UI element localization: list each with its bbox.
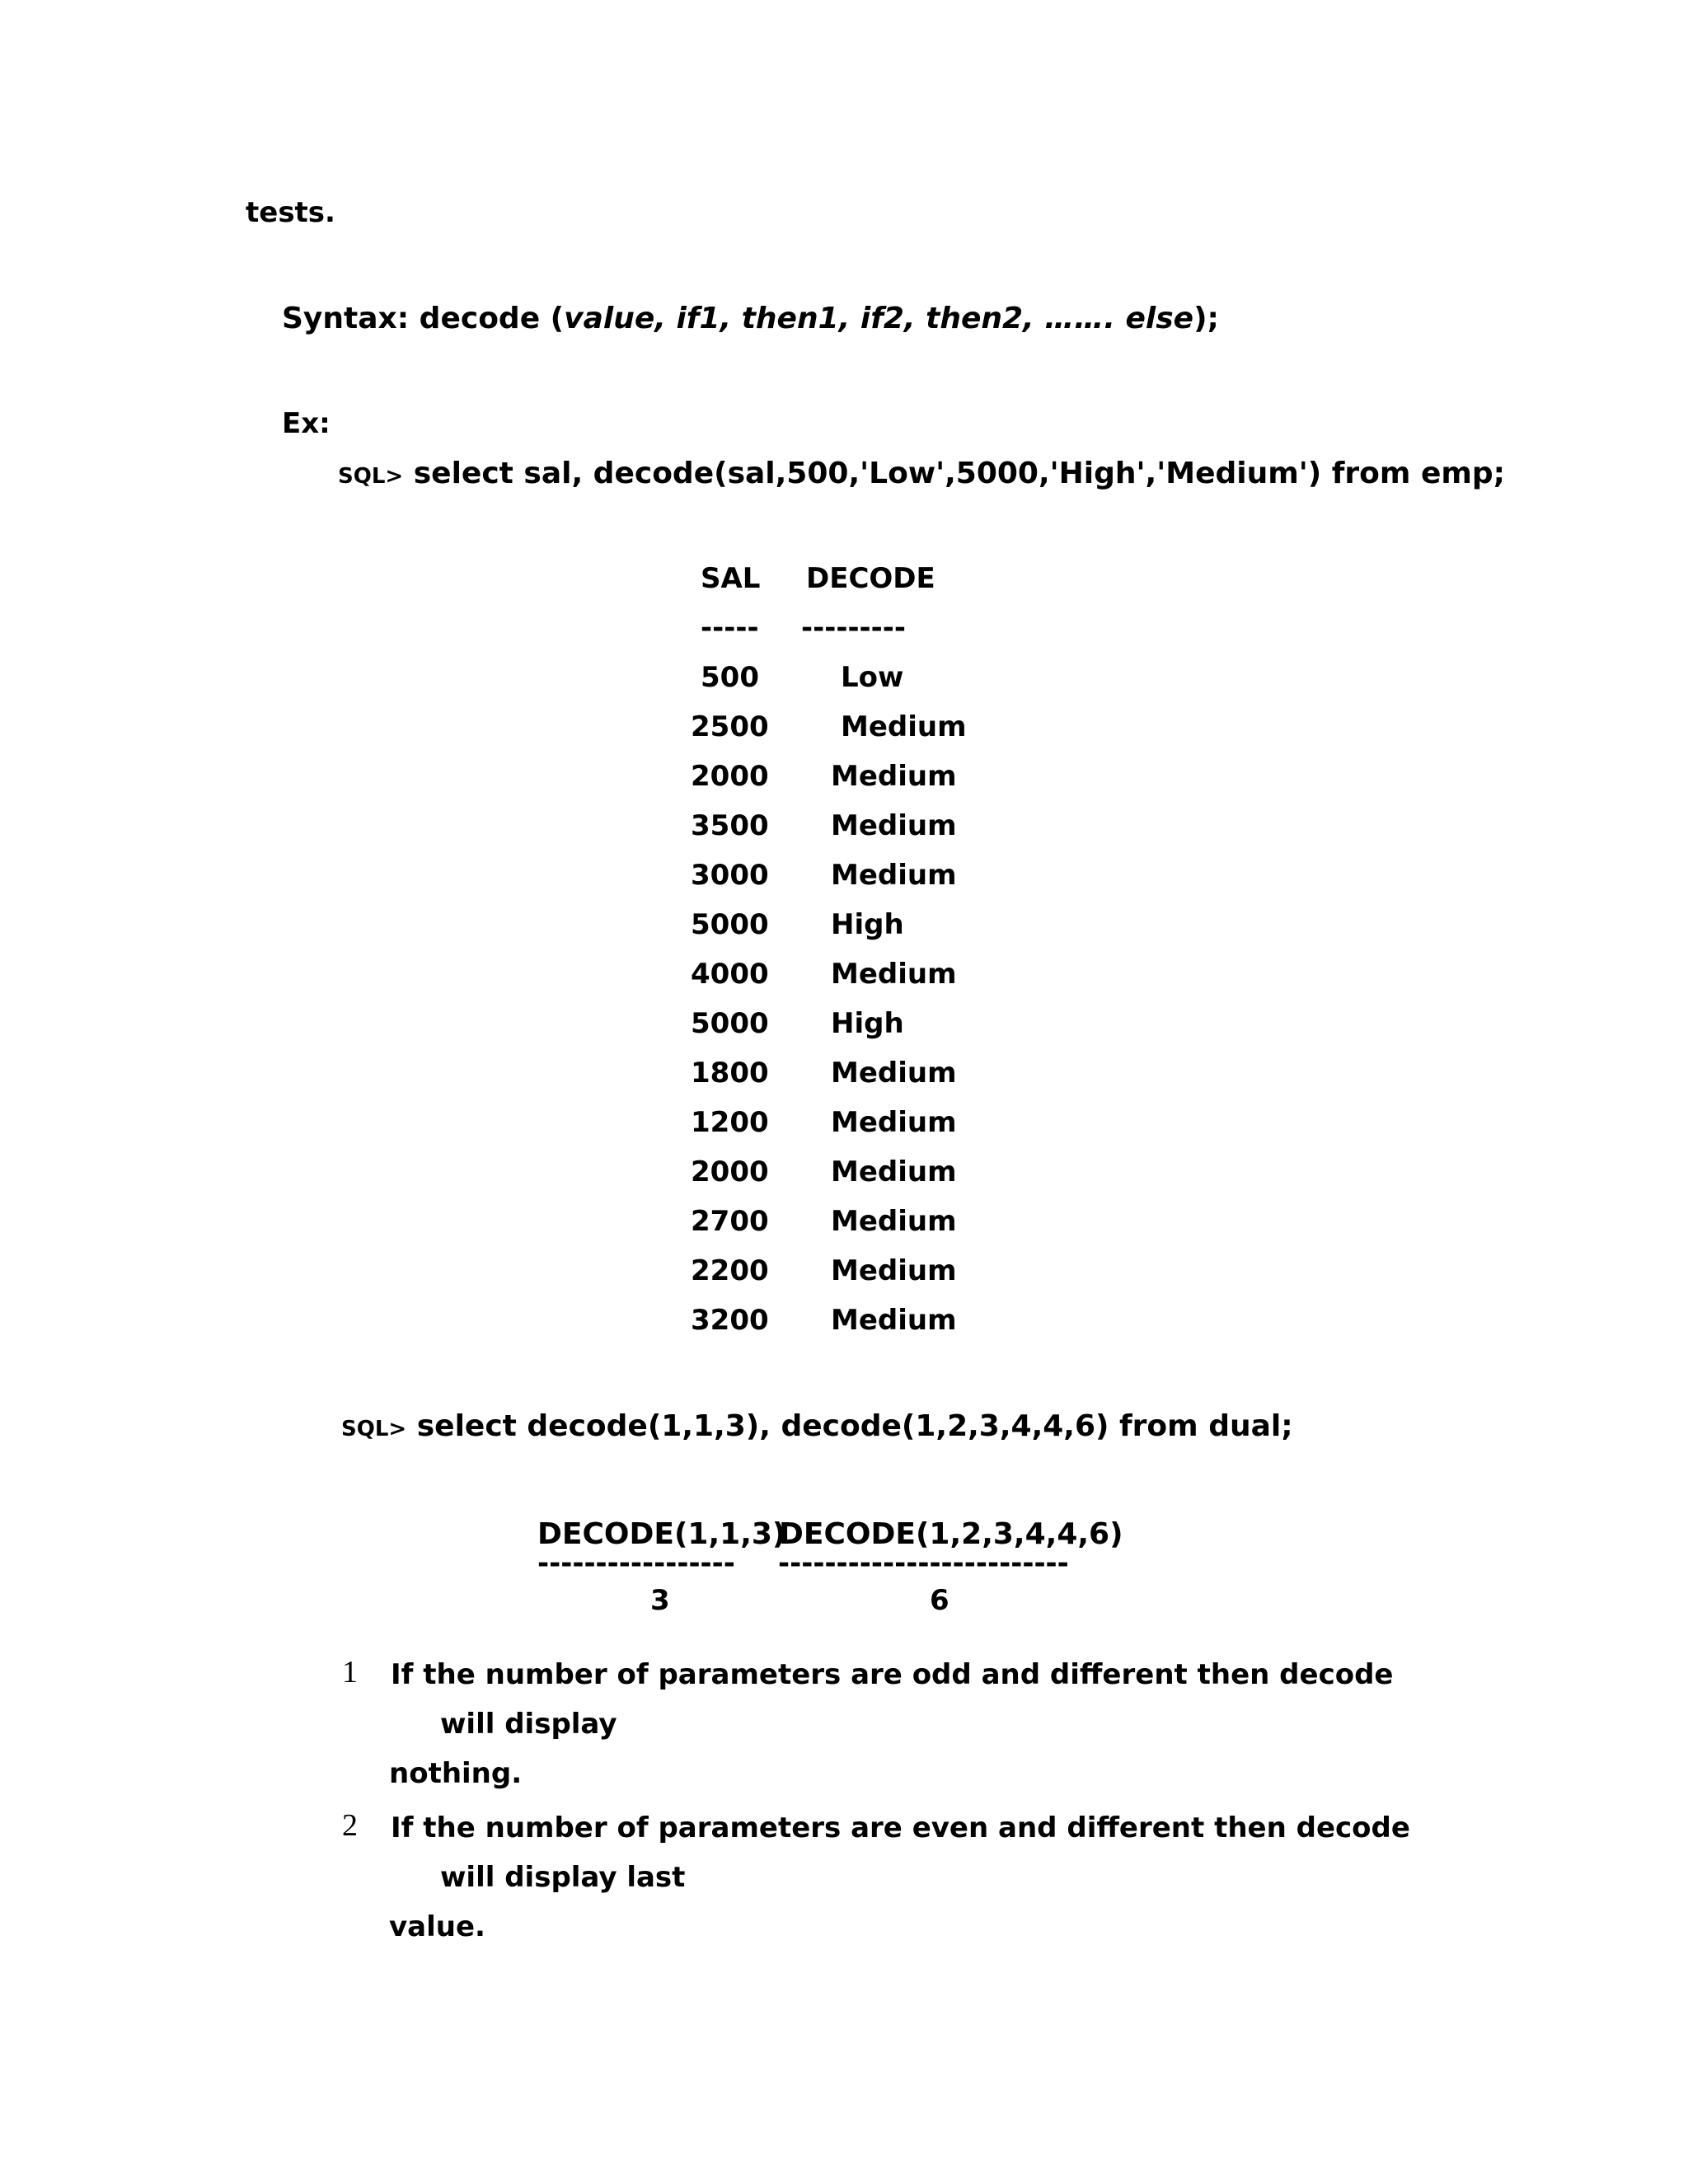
syntax-args: value, if1, then1, if2, then2, ……. else <box>564 302 1194 335</box>
sql-query-1 <box>338 457 1505 494</box>
note-line: value. <box>389 1910 485 1943</box>
table-cell-sal: 2000 <box>691 1155 769 1188</box>
column-dashes-sal: ----- <box>701 612 759 644</box>
intro-text: tests. <box>246 196 335 229</box>
table-cell-decode: Medium <box>831 1106 957 1139</box>
table-cell-decode: High <box>831 908 904 941</box>
table-cell-sal: 5000 <box>691 1007 769 1040</box>
table-cell-sal: 2700 <box>691 1205 769 1238</box>
list-number: 1 <box>342 1655 358 1690</box>
table-cell-decode: High <box>831 1007 904 1040</box>
sql-query-2 <box>341 1409 1293 1446</box>
table-cell-sal: 4000 <box>691 958 769 991</box>
syntax-close: ); <box>1193 302 1219 335</box>
table-cell-sal: 500 <box>701 661 759 694</box>
note-line: nothing. <box>389 1757 523 1790</box>
table-cell-sal: 1200 <box>691 1106 769 1139</box>
column-dashes-1: ----------------- <box>537 1547 735 1580</box>
example-label: Ex: <box>282 407 331 440</box>
table-cell-decode: Medium <box>831 859 957 892</box>
table-cell-sal: 3500 <box>691 809 769 842</box>
syntax-line <box>282 302 1219 336</box>
note-line: If the number of parameters are even and different then decode <box>391 1811 1410 1844</box>
column-header-decode-2: DECODE(1,2,3,4,4,6) <box>779 1517 1123 1551</box>
table-cell-sal: 5000 <box>691 908 769 941</box>
column-header-decode: DECODE <box>806 562 935 595</box>
table-cell-sal: 2000 <box>691 760 769 793</box>
column-dashes-decode: --------- <box>801 612 907 644</box>
table-cell-decode: Medium <box>831 1205 957 1238</box>
sql-query-1-text: select sal, decode(sal,500,'Low',5000,'High','Medium') from emp; <box>403 457 1506 490</box>
table-cell-decode: Medium <box>831 958 957 991</box>
table-cell-decode: Medium <box>831 760 957 793</box>
note-line: will display last <box>440 1861 686 1894</box>
table-cell-sal: 3000 <box>691 859 769 892</box>
table-cell-sal: 2200 <box>691 1254 769 1287</box>
table-cell-decode: Low <box>841 661 904 694</box>
table-cell-decode: Medium <box>831 1057 957 1090</box>
result-value-2: 6 <box>930 1584 950 1617</box>
table-cell-decode: Medium <box>831 1254 957 1287</box>
column-header-decode-1: DECODE(1,1,3) <box>537 1517 786 1551</box>
note-line: will display <box>440 1708 617 1741</box>
table-cell-decode: Medium <box>841 710 967 743</box>
note-line: If the number of parameters are odd and different then decode <box>391 1658 1394 1691</box>
result-value-1: 3 <box>650 1584 670 1617</box>
list-number: 2 <box>342 1808 358 1843</box>
table-cell-decode: Medium <box>831 1155 957 1188</box>
table-cell-decode: Medium <box>831 809 957 842</box>
table-cell-sal: 2500 <box>691 710 769 743</box>
syntax-label: Syntax: decode ( <box>282 302 565 335</box>
sql-query-2-text: select decode(1,1,3), decode(1,2,3,4,4,6) from dual; <box>406 1409 1293 1443</box>
sql-prompt: SQL> <box>338 464 404 489</box>
sql-prompt: SQL> <box>341 1417 407 1441</box>
table-cell-sal: 3200 <box>691 1304 769 1337</box>
table-cell-decode: Medium <box>831 1304 957 1337</box>
column-dashes-2: ------------------------- <box>778 1547 1069 1580</box>
table-cell-sal: 1800 <box>691 1057 769 1090</box>
column-header-sal: SAL <box>701 562 761 595</box>
